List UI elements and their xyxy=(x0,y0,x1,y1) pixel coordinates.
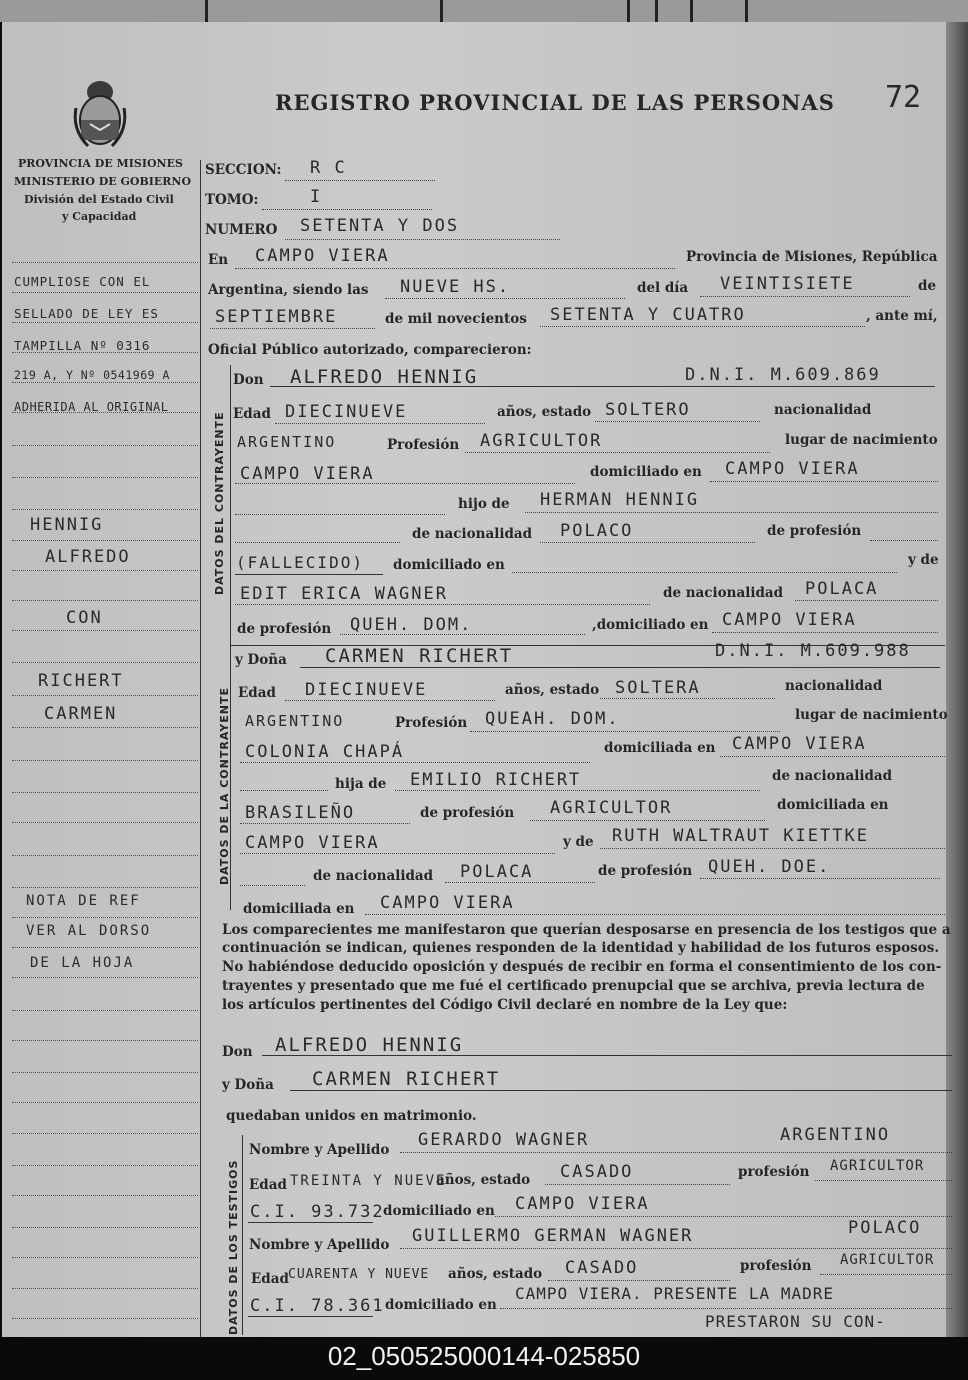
don-label: Don xyxy=(233,372,264,388)
margin-name: RICHERT xyxy=(38,671,124,691)
hija-label: hija de xyxy=(335,776,387,792)
scan-id-bar xyxy=(0,1337,968,1380)
t1-doc: C.I. 93.732 xyxy=(250,1202,385,1222)
lugar-nac-f-label: lugar de nacimiento xyxy=(795,707,948,723)
anio-value: SETENTA Y CUATRO xyxy=(550,305,746,325)
contrayente-f-dni: D.N.I. M.609.988 xyxy=(715,641,911,661)
domiciliado-label: domiciliado en xyxy=(590,464,702,480)
t2-dom: CAMPO VIERA. PRESENTE LA MADRE xyxy=(515,1284,834,1303)
madre-dom-label: ,domiciliado en xyxy=(592,617,709,633)
oficial-text: Oficial Público autorizado, comparecieron: xyxy=(208,342,532,358)
folio-number: 72 xyxy=(885,80,922,115)
declaration-dona: CARMEN RICHERT xyxy=(312,1068,501,1090)
lugar-nac-label: lugar de nacimiento xyxy=(785,432,938,448)
margin-note-line: 219 A, Y Nº 0541969 A xyxy=(14,368,170,382)
testigos-side-label: DATOS DE LOS TESTIGOS xyxy=(227,1159,240,1335)
contrayente-padre-nac: POLACO xyxy=(560,521,634,541)
contrayente-f-padre: EMILIO RICHERT xyxy=(410,770,582,790)
section-divider-2 xyxy=(242,1135,243,1335)
scan-id: 02_050525000144-025850 xyxy=(327,1341,641,1371)
t2-doc: C.I. 78.361 xyxy=(250,1296,385,1316)
dona-label: y Doña xyxy=(235,652,287,668)
argentina-text: Argentina, siendo las xyxy=(208,282,369,298)
t2-estado: CASADO xyxy=(565,1258,639,1278)
margin-note-line: SELLADO DE LEY ES xyxy=(14,306,159,321)
quedaban-text: quedaban unidos en matrimonio. xyxy=(226,1108,477,1124)
dia-value: VEINTISIETE xyxy=(720,274,855,294)
contrayente-f-edad: DIECINUEVE xyxy=(305,680,428,700)
tomo-value: I xyxy=(310,187,323,207)
estado-label: años, estado xyxy=(497,404,592,420)
declaration-line: trayentes y presentado que me fué el certificado prenupcial que se archiva, previa lectura de xyxy=(222,978,925,994)
t2-edad-label: Edad xyxy=(251,1271,289,1287)
contrayente-f-padre-dom: CAMPO VIERA xyxy=(245,833,380,853)
domiciliada-f-label: domiciliada en xyxy=(604,740,716,756)
margin-name: CARMEN xyxy=(44,704,118,724)
contrayente-f-estado: SOLTERA xyxy=(615,678,701,698)
contrayente-nacionalidad: ARGENTINO xyxy=(237,433,337,451)
padre-dom-f-label: domiciliada en xyxy=(777,797,889,813)
contrayente-f-side-label: DATOS DE LA CONTRAYENTE xyxy=(218,687,231,885)
t2-dom-cont: PRESTARON SU CON- xyxy=(705,1312,886,1331)
t1-nacionalidad: ARGENTINO xyxy=(780,1125,891,1145)
madre-prof-f-label: de profesión xyxy=(598,863,693,879)
contrayente-f-madre-nac: POLACA xyxy=(460,862,534,882)
declaration-line: los artículos pertinentes del Código Civil declaré en nombre de la Ley que: xyxy=(222,997,788,1013)
edad-label: Edad xyxy=(233,406,271,422)
madre-nac-label: de nacionalidad xyxy=(663,585,784,601)
y-de-label: y de xyxy=(908,552,939,568)
tomo-label: TOMO: xyxy=(205,192,259,208)
margin-name: CON xyxy=(66,608,103,628)
de-nac-f-label: de nacionalidad xyxy=(772,768,893,784)
margin-note-line: NOTA DE REF xyxy=(26,893,141,909)
contrayente-f-madre-dom: CAMPO VIERA xyxy=(380,893,515,913)
t2-prof-label: profesión xyxy=(740,1258,812,1274)
contrayente-f-padre-nac: BRASILEÑO xyxy=(245,803,356,823)
t2-dom-label: domiciliado en xyxy=(385,1297,497,1313)
madre-prof-label: de profesión xyxy=(237,621,332,637)
t1-nombre-label: Nombre y Apellido xyxy=(249,1142,390,1158)
book-binding xyxy=(946,22,968,1337)
agency-line-1: PROVINCIA DE MISIONES xyxy=(18,157,183,170)
declaration-dona-label: y Doña xyxy=(222,1077,274,1093)
del-dia-label: del día xyxy=(637,280,689,296)
t2-edad: CUARENTA Y NUEVE xyxy=(288,1267,430,1282)
estado-f-label: años, estado xyxy=(505,682,600,698)
contrayente-f-profesion: QUEAH. DOM. xyxy=(485,709,620,729)
contrayente-dni: D.N.I. M.609.869 xyxy=(685,365,881,385)
t1-dom: CAMPO VIERA xyxy=(515,1194,650,1214)
numero-value: SETENTA Y DOS xyxy=(300,216,460,236)
t2-nombre: GUILLERMO GERMAN WAGNER xyxy=(412,1226,694,1246)
margin-note-line: VER AL DORSO xyxy=(26,923,152,939)
contrayente-f-madre-prof: QUEH. DOE. xyxy=(708,857,831,877)
contrayente-estado: SOLTERO xyxy=(605,400,691,420)
contrayente-padre: HERMAN HENNIG xyxy=(540,490,700,510)
declaration-don-label: Don xyxy=(222,1044,253,1060)
margin-name: HENNIG xyxy=(30,515,104,535)
contrayente-madre-dom: CAMPO VIERA xyxy=(722,610,857,630)
profesion-f-label: Profesión xyxy=(395,715,468,731)
page-top-edge xyxy=(0,0,968,22)
t1-prof: AGRICULTOR xyxy=(830,1158,925,1174)
t2-anios-label: años, estado xyxy=(448,1266,543,1282)
declaration-line: No habiéndose deducido oposición y después de recibir en forma el consentimiento de los con- xyxy=(222,959,942,975)
t1-dom-label: domiciliado en xyxy=(383,1203,495,1219)
page-title: REGISTRO PROVINCIAL DE LAS PERSONAS xyxy=(275,90,835,115)
en-label: En xyxy=(208,252,229,268)
t2-nacionalidad: POLACO xyxy=(848,1218,922,1238)
hora-value: NUEVE HS. xyxy=(400,277,511,297)
margin-note-line: DE LA HOJA xyxy=(30,955,135,971)
contrayente-madre: EDIT ERICA WAGNER xyxy=(240,584,448,604)
declaration-line: Los comparecientes me manifestaron que querían desposarse en presencia de los testigos que a xyxy=(222,922,951,938)
lugar-value: CAMPO VIERA xyxy=(255,246,390,266)
contrayente-madre-prof: QUEH. DOM. xyxy=(350,615,473,635)
y-de-f-label: y de xyxy=(563,834,594,850)
contrayente-name: ALFREDO HENNIG xyxy=(290,366,479,388)
contrayente-f-lugar-nac: COLONIA CHAPÁ xyxy=(245,742,405,762)
edad-f-label: Edad xyxy=(238,685,276,701)
contrayente-domicilio: CAMPO VIERA xyxy=(725,459,860,479)
seccion-label: SECCION: xyxy=(205,162,282,178)
de-profesion-label: de profesión xyxy=(767,523,862,539)
de-nacionalidad-label: de nacionalidad xyxy=(412,526,533,542)
agency-line-2: MINISTERIO DE GOBIERNO xyxy=(14,175,192,188)
numero-label: NUMERO xyxy=(205,222,278,238)
t1-estado: CASADO xyxy=(560,1162,634,1182)
contrayente-padre-estado: (FALLECIDO) xyxy=(236,553,364,572)
margin-note-line: CUMPLIOSE CON EL xyxy=(14,274,151,289)
agency-line-3: División del Estado Civil xyxy=(24,193,174,206)
ante-mi-text: , ante mí, xyxy=(866,308,938,324)
contrayente-f-padre-prof: AGRICULTOR xyxy=(550,798,673,818)
contrayente-f-madre: RUTH WALTRAUT KIETTKE xyxy=(612,826,869,846)
profesion-label: Profesión xyxy=(387,437,460,453)
agency-line-4: y Capacidad xyxy=(62,210,137,223)
t1-nombre: GERARDO WAGNER xyxy=(418,1130,590,1150)
declaration-don: ALFREDO HENNIG xyxy=(275,1034,464,1056)
de-prof-f-label: de profesión xyxy=(420,805,515,821)
mil-label: de mil novecientos xyxy=(385,311,527,327)
contrayente-f-nacionalidad: ARGENTINO xyxy=(245,712,345,730)
madre-nac-f-label: de nacionalidad xyxy=(313,868,434,884)
declaration-line: continuación se indican, quienes responden de la identidad y habilidad de los futuros esposos. xyxy=(222,940,940,956)
de-label: de xyxy=(918,278,937,294)
hijo-label: hijo de xyxy=(458,496,510,512)
contrayente-lugar-nac: CAMPO VIERA xyxy=(240,464,375,484)
contrayente-edad: DIECINUEVE xyxy=(285,402,408,422)
t1-edad: TREINTA Y NUEVE xyxy=(290,1173,447,1189)
t1-edad-label: Edad xyxy=(249,1177,287,1193)
madre-dom-f-label: domiciliada en xyxy=(243,901,355,917)
seccion-value: R C xyxy=(310,158,347,178)
coat-of-arms-icon xyxy=(68,68,132,152)
nacionalidad-label: nacionalidad xyxy=(774,402,872,418)
padre-dom-label: domiciliado en xyxy=(393,557,505,573)
margin-note-line: TAMPILLA Nº 0316 xyxy=(14,338,151,353)
contrayente-f-name: CARMEN RICHERT xyxy=(325,645,514,667)
provincia-text: Provincia de Misiones, República xyxy=(686,249,938,265)
margin-name: ALFREDO xyxy=(45,547,131,567)
margin-divider xyxy=(200,160,201,1340)
contrayente-profesion: AGRICULTOR xyxy=(480,431,603,451)
t2-prof: AGRICULTOR xyxy=(840,1252,935,1268)
margin-note-line: ADHERIDA AL ORIGINAL xyxy=(14,400,169,414)
mes-value: SEPTIEMBRE xyxy=(215,307,338,327)
contrayente-side-label: DATOS DEL CONTRAYENTE xyxy=(213,411,226,595)
contrayente-f-domicilio: CAMPO VIERA xyxy=(732,734,867,754)
contrayente-madre-nac: POLACA xyxy=(805,579,879,599)
t1-prof-label: profesión xyxy=(738,1164,810,1180)
t2-nombre-label: Nombre y Apellido xyxy=(249,1237,390,1253)
t1-anios-label: años, estado xyxy=(436,1172,531,1188)
nacionalidad-f-label: nacionalidad xyxy=(785,678,883,694)
